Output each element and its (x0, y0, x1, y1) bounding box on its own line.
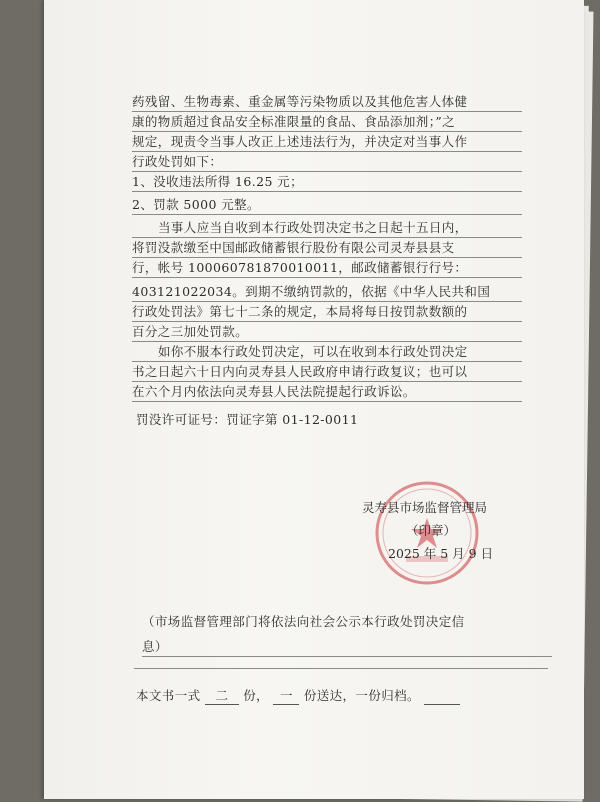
seal-placeholder: （印章） (406, 523, 457, 538)
body-line-3: 规定，现责令当事人改正上述违法行为，并决定对当事人作 (132, 132, 522, 152)
penalty-item-2: 2、罚款 5000 元整。 (132, 195, 522, 215)
divider (134, 668, 548, 669)
body-line-2: 康的物质超过食品安全标准限量的食品、食品添加剂；”之 (132, 112, 522, 132)
copies-prefix: 本文书一式 (136, 688, 201, 703)
appeal-line-2: 书之日起六十日内向灵寿县人民政府申请行政复议；也可以 (132, 362, 522, 382)
copies-statement (136, 686, 546, 706)
blank-line (424, 692, 460, 705)
payment-line-6: 百分之三加处罚款。 (132, 322, 522, 342)
public-notice-line-1: （市场监督管理部门将依法向社会公示本行政处罚决定信 (142, 614, 465, 629)
license-number: 罚没许可证号：罚证字第 01-12-0011 (136, 412, 359, 427)
appeal-line-1: 如你不服本行政处罚决定，可以在收到本行政处罚决定 (132, 342, 522, 362)
issuing-authority: 灵寿县市场监督管理局 (362, 500, 488, 515)
appeal-line-3: 在六个月内依法向灵寿县人民法院提起行政诉讼。 (132, 382, 522, 402)
payment-line-5: 行政处罚法》第七十二条的规定，本局将每日按罚款数额的 (132, 302, 522, 322)
body-line-1: 药残留、生物毒素、重金属等污染物质以及其他危害人体健 (132, 92, 522, 112)
copies-mid1: 份， (243, 688, 270, 703)
issue-date: 2025 年 5 月 9 日 (388, 546, 494, 561)
payment-line-2: 将罚没款缴至中国邮政储蓄银行股份有限公司灵寿县县支 (132, 238, 522, 258)
penalty-item-1: 1、没收违法所得 16.25 元； (132, 172, 522, 192)
payment-line-4: 403121022034。到期不缴纳罚款的，依据《中华人民共和国 (132, 282, 522, 302)
public-notice-line-2: 息） (142, 637, 552, 657)
copies-total: 二 (205, 686, 239, 705)
copies-served: 一 (273, 686, 299, 705)
payment-line-1: 当事人应当自收到本行政处罚决定书之日起十五日内， (132, 218, 522, 238)
copies-mid2: 份送达，一份归档。 (303, 688, 420, 703)
payment-line-3: 行，帐号 100060781870010011，邮政储蓄银行行号： (132, 258, 522, 278)
body-line-4: 行政处罚如下： (132, 152, 522, 172)
